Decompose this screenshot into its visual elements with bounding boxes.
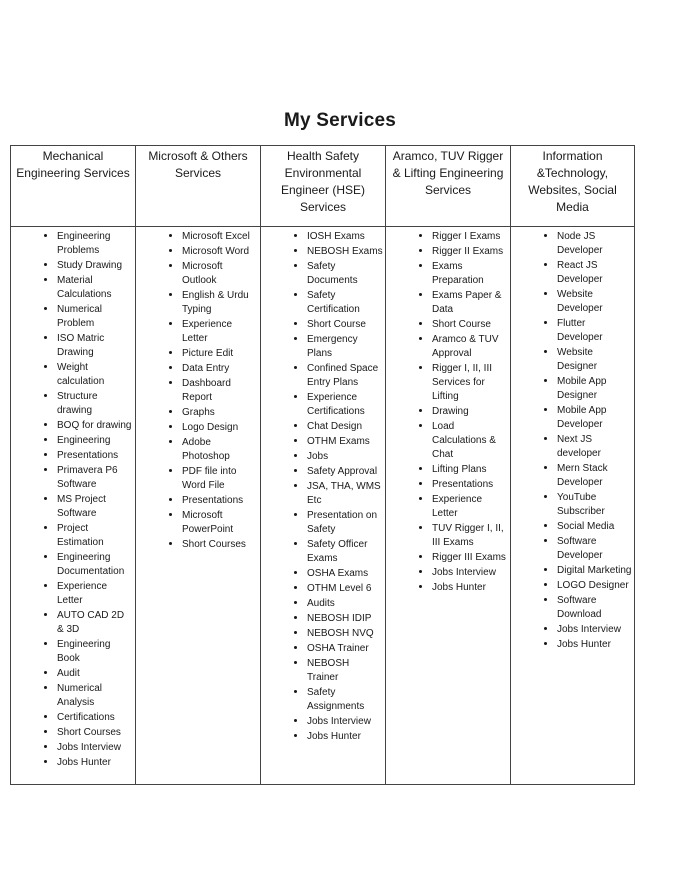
- list-item: • Primavera P6 Software: [57, 463, 133, 492]
- list-item: • Aramco & TUV Approval: [432, 332, 508, 361]
- list-item: • Audit: [57, 666, 133, 681]
- list-item: • Engineering Documentation: [57, 550, 133, 579]
- list-item: • Confined Space Entry Plans: [307, 361, 383, 390]
- list-item: • Numerical Problem: [57, 302, 133, 331]
- list-item: • Microsoft Excel: [182, 229, 258, 244]
- list-item: • Rigger I Exams: [432, 229, 508, 244]
- list-item: • Rigger III Exams: [432, 550, 508, 565]
- list-item: • OTHM Level 6: [307, 581, 383, 596]
- list-item: • Audits: [307, 596, 383, 611]
- list-item: • Engineering Problems: [57, 229, 133, 258]
- list-item: • Graphs: [182, 405, 258, 420]
- list-item: • Mern Stack Developer: [557, 461, 632, 490]
- list-item: • Safety Officer Exams: [307, 537, 383, 566]
- list-item: • ISO Matric Drawing: [57, 331, 133, 360]
- list-item: • NEBOSH Exams: [307, 244, 383, 259]
- column-header-microsoft: [136, 146, 261, 227]
- list-item: • Jobs Interview: [57, 740, 133, 755]
- list-item: • PDF file into Word File: [182, 464, 258, 493]
- list-item: • Safety Documents: [307, 259, 383, 288]
- service-list: [261, 229, 383, 744]
- list-item: • Experience Letter: [57, 579, 133, 608]
- list-item: • Jobs Interview: [557, 622, 632, 637]
- list-item: • Website Developer: [557, 287, 632, 316]
- list-item: • IOSH Exams: [307, 229, 383, 244]
- header-row: [11, 146, 635, 227]
- column-header-mechanical: [11, 146, 136, 227]
- list-item: • Software Download: [557, 593, 632, 622]
- list-item: • Rigger I, II, III Services for Lifting: [432, 361, 508, 404]
- list-item: • NEBOSH Trainer: [307, 656, 383, 685]
- list-item: • Emergency Plans: [307, 332, 383, 361]
- list-item: • Node JS Developer: [557, 229, 632, 258]
- list-item: • Project Estimation: [57, 521, 133, 550]
- service-list: [136, 229, 258, 552]
- list-item: • Jobs Interview: [432, 565, 508, 580]
- list-item: • React JS Developer: [557, 258, 632, 287]
- services-row: [11, 227, 635, 785]
- list-item: • BOQ for drawing: [57, 418, 133, 433]
- list-item: • Data Entry: [182, 361, 258, 376]
- list-item: • Social Media: [557, 519, 632, 534]
- list-item: • Rigger II Exams: [432, 244, 508, 259]
- column-header-label: Information &Technology, Websites, Social Media: [528, 149, 617, 214]
- list-item: • Weight calculation: [57, 360, 133, 389]
- column-header-label: Aramco, TUV Rigger & Lifting Engineering Services: [392, 149, 504, 197]
- column-header-label: Health Safety Environmental Engineer (HSE) Services: [280, 149, 366, 214]
- list-item: • Safety Assignments: [307, 685, 383, 714]
- list-item: • LOGO Designer: [557, 578, 632, 593]
- column-header-hse: [261, 146, 386, 227]
- column-header-label: Microsoft & Others Services: [148, 149, 248, 180]
- list-item: • YouTube Subscriber: [557, 490, 632, 519]
- list-item: • AUTO CAD 2D & 3D: [57, 608, 133, 637]
- list-item: • Mobile App Designer: [557, 374, 632, 403]
- column-header-rigger: [386, 146, 511, 227]
- list-item: • Jobs Hunter: [557, 637, 632, 652]
- list-item: • Microsoft Word: [182, 244, 258, 259]
- list-item: • Short Courses: [57, 725, 133, 740]
- list-item: • MS Project Software: [57, 492, 133, 521]
- list-item: • NEBOSH IDIP: [307, 611, 383, 626]
- list-item: • Drawing: [432, 404, 508, 419]
- list-item: • Jobs Hunter: [432, 580, 508, 595]
- list-item: • Load Calculations & Chat: [432, 419, 508, 462]
- it-services-cell: [511, 227, 635, 785]
- list-item: • JSA, THA, WMS Etc: [307, 479, 383, 508]
- list-item: • Digital Marketing: [557, 563, 632, 578]
- list-item: • Jobs Interview: [307, 714, 383, 729]
- list-item: • Experience Letter: [182, 317, 258, 346]
- mechanical-services-cell: [11, 227, 136, 785]
- list-item: • Microsoft PowerPoint: [182, 508, 258, 537]
- list-item: • Exams Paper & Data: [432, 288, 508, 317]
- list-item: • Picture Edit: [182, 346, 258, 361]
- list-item: • Engineering Book: [57, 637, 133, 666]
- list-item: • English & Urdu Typing: [182, 288, 258, 317]
- services-table: [10, 145, 635, 785]
- list-item: • Experience Certifications: [307, 390, 383, 419]
- list-item: • Adobe Photoshop: [182, 435, 258, 464]
- list-item: • TUV Rigger I, II, III Exams: [432, 521, 508, 550]
- page-title: My Services: [283, 110, 397, 131]
- service-list: [511, 229, 632, 652]
- list-item: • Presentation on Safety: [307, 508, 383, 537]
- list-item: • Jobs Hunter: [57, 755, 133, 770]
- list-item: • Short Course: [432, 317, 508, 332]
- list-item: • Jobs: [307, 449, 383, 464]
- list-item: • Study Drawing: [57, 258, 133, 273]
- list-item: • OSHA Trainer: [307, 641, 383, 656]
- service-list: [11, 229, 133, 770]
- column-header-it: [511, 146, 635, 227]
- list-item: • Software Developer: [557, 534, 632, 563]
- list-item: • Structure drawing: [57, 389, 133, 418]
- list-item: • Chat Design: [307, 419, 383, 434]
- list-item: • Presentations: [57, 448, 133, 463]
- hse-services-cell: [261, 227, 386, 785]
- list-item: • Jobs Hunter: [307, 729, 383, 744]
- list-item: • Experience Letter: [432, 492, 508, 521]
- list-item: • Numerical Analysis: [57, 681, 133, 710]
- microsoft-services-cell: [136, 227, 261, 785]
- list-item: • Material Calculations: [57, 273, 133, 302]
- list-item: • Website Designer: [557, 345, 632, 374]
- list-item: • Mobile App Developer: [557, 403, 632, 432]
- list-item: • OTHM Exams: [307, 434, 383, 449]
- list-item: • Safety Approval: [307, 464, 383, 479]
- list-item: • Next JS developer: [557, 432, 632, 461]
- list-item: • OSHA Exams: [307, 566, 383, 581]
- list-item: • Flutter Developer: [557, 316, 632, 345]
- list-item: • Exams Preparation: [432, 259, 508, 288]
- list-item: • Engineering: [57, 433, 133, 448]
- rigger-services-cell: [386, 227, 511, 785]
- list-item: • Short Courses: [182, 537, 258, 552]
- list-item: • Short Course: [307, 317, 383, 332]
- column-header-label: Mechanical Engineering Services: [16, 149, 130, 180]
- list-item: • Presentations: [182, 493, 258, 508]
- list-item: • NEBOSH NVQ: [307, 626, 383, 641]
- list-item: • Safety Certification: [307, 288, 383, 317]
- list-item: • Logo Design: [182, 420, 258, 435]
- list-item: • Presentations: [432, 477, 508, 492]
- list-item: • Lifting Plans: [432, 462, 508, 477]
- service-list: [386, 229, 508, 595]
- list-item: • Certifications: [57, 710, 133, 725]
- list-item: • Microsoft Outlook: [182, 259, 258, 288]
- list-item: • Dashboard Report: [182, 376, 258, 405]
